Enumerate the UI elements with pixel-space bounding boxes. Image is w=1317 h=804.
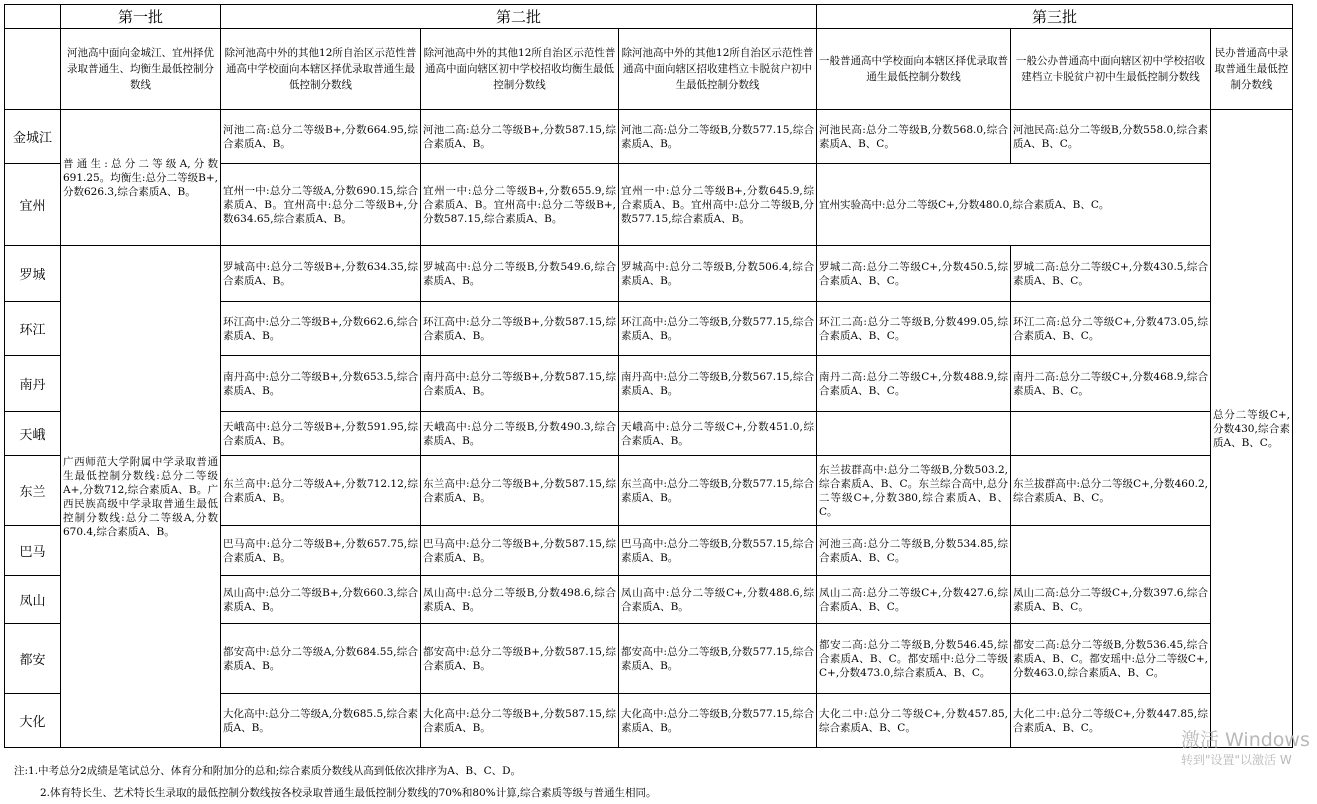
score-cell: 环江高中:总分二等级B+,分数587.15,综合素质A、B。 [421, 302, 619, 356]
col-header-4: 除河池高中外的其他12所自治区示范性普通高中面向辖区招收建档立卡脱贫户初中生最低控制分数线 [619, 29, 817, 110]
col-header-6: 一般公办普通高中面向辖区初中学校招收建档立卡脱贫户初中生最低控制分数线 [1011, 29, 1211, 110]
score-cell: 宜州一中:总分二等级A,分数690.15,综合素质A、B。宜州高中:总分二等级B+,分数634.65,综合素质A、B。 [221, 164, 421, 246]
score-table [4, 4, 1293, 748]
score-cell: 河池二高:总分二等级B+,分数587.15,综合素质A、B。 [421, 110, 619, 164]
score-cell: 都安高中:总分二等级B+,分数587.15,综合素质A、B。 [421, 624, 619, 694]
score-cell: 河池民高:总分二等级B,分数568.0,综合素质A、B、C。 [817, 110, 1011, 164]
score-cell: 南丹二高:总分二等级C+,分数488.9,综合素质A、B、C。 [817, 356, 1011, 412]
score-cell: 南丹高中:总分二等级B+,分数653.5,综合素质A、B。 [221, 356, 421, 412]
score-cell: 都安高中:总分二等级A,分数684.55,综合素质A、B。 [221, 624, 421, 694]
score-cell: 天峨高中:总分二等级B+,分数591.95,综合素质A、B。 [221, 412, 421, 456]
score-cell: 环江二高:总分二等级B,分数499.05,综合素质A、B、C。 [817, 302, 1011, 356]
batch1-header: 第一批 [61, 5, 221, 29]
score-cell [1011, 526, 1211, 576]
city-cell: 大化 [5, 694, 61, 748]
score-cell: 大化二中:总分二等级C+,分数457.85,综合素质A、B、C。 [817, 694, 1011, 748]
batch-header-row [5, 5, 1293, 29]
batch3-header: 第三批 [817, 5, 1293, 29]
score-cell: 河池三高:总分二等级B,分数534.85,综合素质A、B、C。 [817, 526, 1011, 576]
score-cell: 罗城高中:总分二等级B,分数549.6,综合素质A、B。 [421, 246, 619, 302]
score-cell: 罗城高中:总分二等级B+,分数634.35,综合素质A、B。 [221, 246, 421, 302]
corner-cell-2 [5, 29, 61, 110]
score-cell: 都安二高:总分二等级B,分数546.45,综合素质A、B、C。都安瑶中:总分二等级C+,分数473.0,综合素质A、B、C。 [817, 624, 1011, 694]
city-cell: 宜州 [5, 164, 61, 246]
score-cell [817, 412, 1011, 456]
city-cell: 凤山 [5, 576, 61, 624]
table-row [5, 246, 1293, 302]
score-cell: 环江高中:总分二等级B+,分数662.6,综合素质A、B。 [221, 302, 421, 356]
col-header-7: 民办普通高中录取普通生最低控制分数线 [1211, 29, 1293, 110]
activation-watermark-subtitle: 转到"设置"以激活 W [1181, 753, 1292, 767]
footnote-2: 2.体育特长生、艺术特长生录取的最低控制分数线按各校录取普通生最低控制分数线的70%和80%计算,综合素质等级与普通生相同。 [40, 787, 657, 799]
score-cell: 天峨高中:总分二等级C+,分数451.0,综合素质A、B。 [619, 412, 817, 456]
column-header-row [5, 29, 1293, 110]
footnotes [14, 760, 657, 804]
score-cell: 东兰高中:总分二等级B,分数577.15,综合素质A、B。 [619, 456, 817, 526]
city-cell: 金城江 [5, 110, 61, 164]
score-cell: 大化二中:总分二等级C+,分数447.85,综合素质A、B、C。 [1011, 694, 1211, 748]
table-row [5, 110, 1293, 164]
score-cell: 凤山二高:总分二等级C+,分数427.6,综合素质A、B、C。 [817, 576, 1011, 624]
score-cell: 宜州一中:总分二等级B+,分数655.9,综合素质A、B。宜州高中:总分二等级B+,分数587.15,综合素质A、B。 [421, 164, 619, 246]
score-cell: 南丹高中:总分二等级B,分数567.15,综合素质A、B。 [619, 356, 817, 412]
batch1-merged-top: 普通生:总分二等级A,分数691.25。均衡生:总分二等级B+,分数626.3,综合素质A、B。 [61, 110, 221, 246]
score-cell: 环江高中:总分二等级B,分数577.15,综合素质A、B。 [619, 302, 817, 356]
score-cell: 罗城二高:总分二等级C+,分数430.5,综合素质A、B、C。 [1011, 246, 1211, 302]
score-cell: 南丹高中:总分二等级B+,分数587.15,综合素质A、B。 [421, 356, 619, 412]
batch1-merged-bottom: 广西师范大学附属中学录取普通生最低控制分数线:总分二等级A+,分数712,综合素质A、B。广西民族高级中学录取普通生最低控制分数线:总分二等级A,分数670.4,综合素质A、B。 [61, 246, 221, 748]
score-cell: 东兰高中:总分二等级A+,分数712.12,综合素质A、B。 [221, 456, 421, 526]
batch3-merged-cell: 宜州实验高中:总分二等级C+,分数480.0,综合素质A、B、C。 [817, 164, 1211, 246]
city-cell: 巴马 [5, 526, 61, 576]
batch2-header: 第二批 [221, 5, 817, 29]
score-cell: 凤山高中:总分二等级B,分数498.6,综合素质A、B。 [421, 576, 619, 624]
city-cell: 环江 [5, 302, 61, 356]
score-cell: 河池二高:总分二等级B+,分数664.95,综合素质A、B。 [221, 110, 421, 164]
score-cell: 都安二高:总分二等级B,分数536.45,综合素质A、B、C。都安瑶中:总分二等级C+,分数463.0,综合素质A、B、C。 [1011, 624, 1211, 694]
footnote-1: 注:1.中考总分2成绩是笔试总分、体育分和附加分的总和;综合素质分数线从高到低依次排序为A、B、C、D。 [14, 765, 522, 777]
col-header-3: 除河池高中外的其他12所自治区示范性普通高中面向辖区初中学校招收均衡生最低控制分数线 [421, 29, 619, 110]
score-cell: 河池民高:总分二等级B,分数558.0,综合素质A、B、C。 [1011, 110, 1211, 164]
score-cell: 大化高中:总分二等级A,分数685.5,综合素质A、B。 [221, 694, 421, 748]
score-cell: 东兰拔群高中:总分二等级C+,分数460.2,综合素质A、B、C。 [1011, 456, 1211, 526]
city-cell: 天峨 [5, 412, 61, 456]
score-cell: 河池二高:总分二等级B,分数577.15,综合素质A、B。 [619, 110, 817, 164]
score-cell: 南丹二高:总分二等级C+,分数468.9,综合素质A、B、C。 [1011, 356, 1211, 412]
score-cell: 凤山二高:总分二等级C+,分数397.6,综合素质A、B、C。 [1011, 576, 1211, 624]
city-cell: 东兰 [5, 456, 61, 526]
score-cell: 罗城二高:总分二等级C+,分数450.5,综合素质A、B、C。 [817, 246, 1011, 302]
private-school-merged: 总分二等级C+,分数430,综合素质A、B、C。 [1211, 110, 1293, 748]
score-cell: 天峨高中:总分二等级B,分数490.3,综合素质A、B。 [421, 412, 619, 456]
activation-watermark-title: 激活 Windows [1181, 729, 1310, 751]
col-header-2: 除河池高中外的其他12所自治区示范性普通高中学校面向本辖区择优录取普通生最低控制分数线 [221, 29, 421, 110]
col-header-1: 河池高中面向金城江、宜州择优录取普通生、均衡生最低控制分数线 [61, 29, 221, 110]
score-cell [1011, 412, 1211, 456]
score-cell: 东兰拔群高中:总分二等级B,分数503.2,综合素质A、B、C。东兰综合高中,总分二等级C+,分数380,综合素质A、B、C。 [817, 456, 1011, 526]
city-cell: 都安 [5, 624, 61, 694]
score-cell: 大化高中:总分二等级B,分数577.15,综合素质A、B。 [619, 694, 817, 748]
score-cell: 都安高中:总分二等级B,分数577.15,综合素质A、B。 [619, 624, 817, 694]
score-cell: 罗城高中:总分二等级B,分数506.4,综合素质A、B。 [619, 246, 817, 302]
score-cell: 凤山高中:总分二等级B+,分数660.3,综合素质A、B。 [221, 576, 421, 624]
col-header-5: 一般普通高中学校面向本辖区择优录取普通生最低控制分数线 [817, 29, 1011, 110]
score-cell: 大化高中:总分二等级B+,分数587.15,综合素质A、B。 [421, 694, 619, 748]
score-cell: 巴马高中:总分二等级B+,分数587.15,综合素质A、B。 [421, 526, 619, 576]
score-cell: 凤山高中:总分二等级C+,分数488.6,综合素质A、B。 [619, 576, 817, 624]
city-cell: 罗城 [5, 246, 61, 302]
score-cell: 巴马高中:总分二等级B,分数557.15,综合素质A、B。 [619, 526, 817, 576]
score-cell: 东兰高中:总分二等级B+,分数587.15,综合素质A、B。 [421, 456, 619, 526]
city-cell: 南丹 [5, 356, 61, 412]
score-cell: 巴马高中:总分二等级B+,分数657.75,综合素质A、B。 [221, 526, 421, 576]
score-cell: 环江二高:总分二等级C+,分数473.05,综合素质A、B、C。 [1011, 302, 1211, 356]
score-cell: 宜州一中:总分二等级B+,分数645.9,综合素质A、B。宜州高中:总分二等级B,分数577.15,综合素质A、B。 [619, 164, 817, 246]
corner-cell [5, 5, 61, 29]
